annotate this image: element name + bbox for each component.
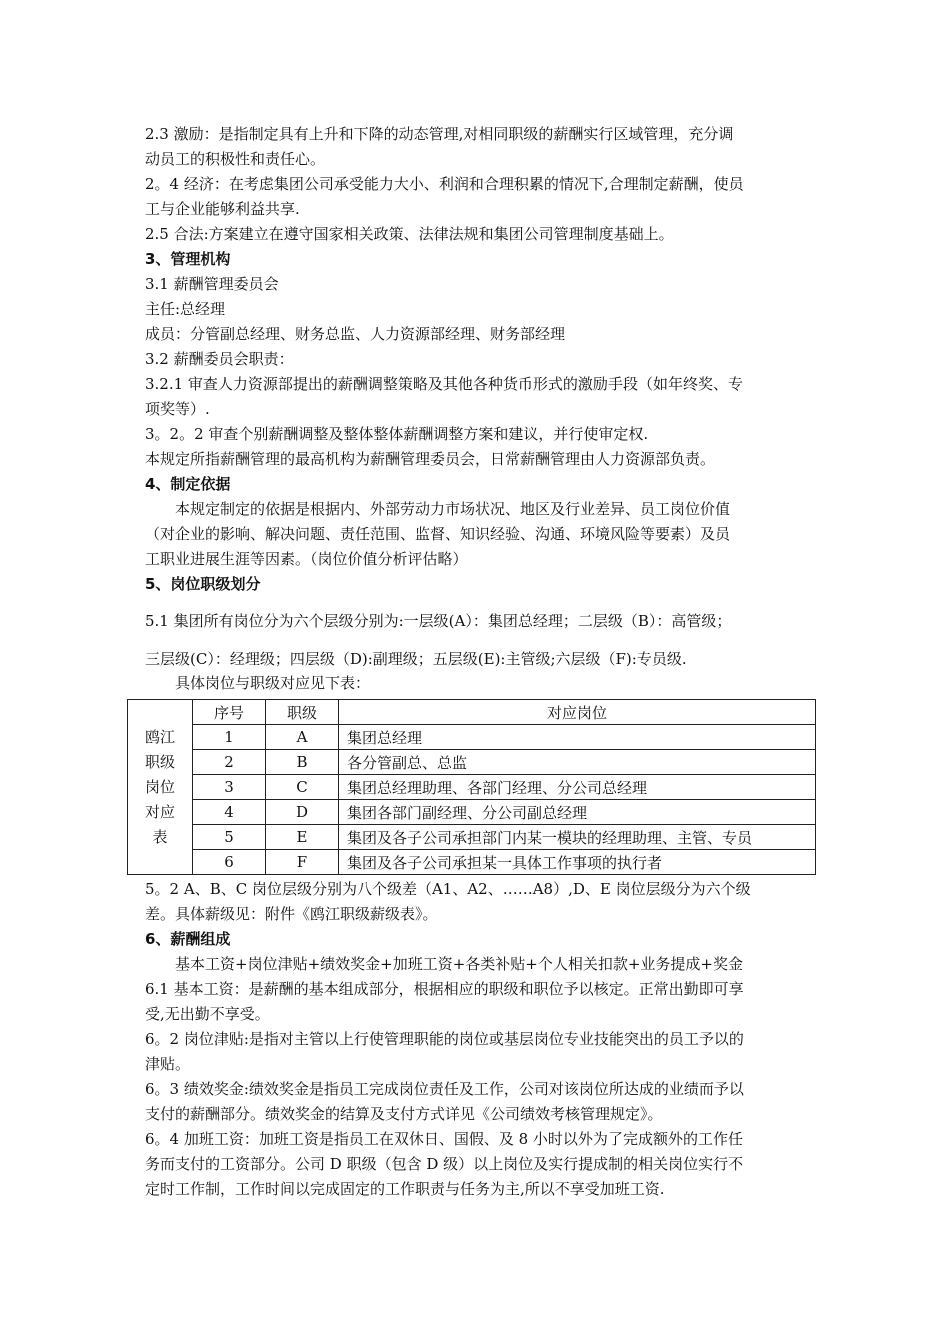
top-line: 3.2 薪酬委员会职责： — [145, 350, 294, 368]
bottom-paragraph-lines — [145, 877, 813, 1202]
side-label-3: 岗位 — [144, 777, 175, 796]
top-line: 2.5 合法:方案建立在遵守国家相关政策、法律法规和集团公司管理制度基础上。 — [145, 225, 674, 243]
top-line: 3.2.1 审查人力资源部提出的薪酬调整策略及其他各种货币形式的激励手段（如年终奖、专 — [145, 375, 743, 393]
bottom-line: 基本工资+岗位津贴+绩效奖金+加班工资+各类补贴+个人相关扣款+业务提成+奖金 — [175, 955, 743, 973]
cell-post: 各分管副总、总监 — [339, 750, 816, 775]
cell-no: 1 — [193, 725, 266, 750]
side-label-4: 对应 — [144, 802, 175, 821]
cell-no: 4 — [193, 800, 266, 825]
table-row — [128, 725, 816, 750]
top-line: 工与企业能够利益共享. — [145, 200, 300, 218]
bottom-line: 支付的薪酬部分。绩效奖金的结算及支付方式详见《公司绩效考核管理规定》。 — [145, 1105, 663, 1123]
bottom-line: 定时工作制，工作时间以完成固定的工作职责与任务为主,所以不享受加班工资. — [145, 1180, 665, 1198]
top-paragraphs — [145, 122, 813, 597]
bottom-line: 6。3 绩效奖金:绩效奖金是指员工完成岗位责任及工作，公司对该岗位所达成的业绩而予以 — [145, 1080, 744, 1098]
top-line: 3.1 薪酬管理委员会 — [145, 275, 279, 293]
cell-grade: F — [266, 850, 339, 875]
cell-grade: C — [266, 775, 339, 800]
cell-no: 2 — [193, 750, 266, 775]
bottom-line: 6。2 岗位津贴:是指对主管以上行使管理职能的岗位或基层岗位专业技能突出的员工予以的 — [145, 1030, 744, 1048]
top-line: 成员：分管副总经理、财务总监、人力资源部经理、财务部经理 — [145, 325, 566, 343]
document-body — [145, 122, 813, 694]
top-heading: 5、岗位职级划分 — [145, 575, 261, 593]
bottom-line: 务而支付的工资部分。公司 D 职级（包含 D 级）以上岗位及实行提成制的相关岗位实行不 — [145, 1155, 744, 1173]
paragraph-5-1-line-2: 三层级(C）：经理级；四层级（D):副理级；五层级(E):主管级;六层级（F):专员级. — [145, 650, 687, 668]
side-label-2: 职级 — [144, 752, 175, 771]
cell-no: 3 — [193, 775, 266, 800]
top-heading: 3、管理机构 — [145, 250, 231, 268]
cell-post: 集团及各子公司承担部门内某一模块的经理助理、主管、专员 — [339, 825, 816, 850]
grade-table-wrapper — [127, 699, 816, 875]
top-line: 项奖等）. — [145, 400, 210, 418]
grade-table — [127, 699, 816, 875]
table-side-label — [128, 700, 193, 875]
top-line: 2.3 激励：是指制定具有上升和下降的动态管理,对相同职级的薪酬实行区域管理，充分调 — [145, 125, 734, 143]
top-heading: 4、制定依据 — [145, 475, 231, 493]
bottom-line: 6.1 基本工资：是薪酬的基本组成部分，根据相应的职级和职位予以核定。正常出勤即可享 — [145, 980, 744, 998]
cell-grade: A — [266, 725, 339, 750]
bottom-line: 差。具体薪级见：附件《鸥江职级薪级表》。 — [145, 905, 438, 923]
side-label-1: 鸥江 — [144, 727, 175, 746]
header-post: 对应岗位 — [339, 700, 816, 725]
bottom-line: 津贴。 — [145, 1055, 191, 1073]
cell-post: 集团总经理 — [339, 725, 816, 750]
cell-post: 集团及各子公司承担某一具体工作事项的执行者 — [339, 850, 816, 875]
top-line: 主任:总经理 — [145, 300, 226, 318]
table-row — [128, 800, 816, 825]
table-intro: 具体岗位与职级对应见下表： — [175, 674, 371, 692]
top-line: 本规定制定的依据是根据内、外部劳动力市场状况、地区及行业差异、员工岗位价值 — [175, 500, 731, 518]
cell-no: 6 — [193, 850, 266, 875]
header-no: 序号 — [193, 700, 266, 725]
cell-post: 集团总经理助理、各部门经理、分公司总经理 — [339, 775, 816, 800]
side-label-5: 表 — [152, 827, 168, 846]
bottom-line: 6。4 加班工资：加班工资是指员工在双休日、国假、及 8 小时以外为了完成额外的工作任 — [145, 1130, 743, 1148]
table-header-row — [128, 700, 816, 725]
cell-grade: E — [266, 825, 339, 850]
top-line: （对企业的影响、解决问题、责任范围、监督、知识经验、沟通、环境风险等要素）及员 — [145, 525, 731, 543]
bottom-line: 5。2 A、B、C 岗位层级分别为八个级差（A1、A2、……A8）,D、E 岗位层级分为六个级 — [145, 880, 751, 898]
table-row — [128, 850, 816, 875]
bottom-heading: 6、薪酬组成 — [145, 930, 231, 948]
header-grade: 职级 — [266, 700, 339, 725]
top-line: 工职业进展生涯等因素。（岗位价值分析评估略） — [145, 550, 468, 568]
cell-no: 5 — [193, 825, 266, 850]
top-line: 2。4 经济：在考虑集团公司承受能力大小、利润和合理积累的情况下,合理制定薪酬，使员 — [145, 175, 744, 193]
cell-grade: D — [266, 800, 339, 825]
cell-grade: B — [266, 750, 339, 775]
top-line: 动员工的积极性和责任心。 — [145, 150, 326, 168]
paragraph-5-1-line-1: 5.1 集团所有岗位分为六个层级分别为:一层级(A）：集团总经理；二层级（B）：高管级； — [145, 612, 732, 630]
cell-post: 集团各部门副经理、分公司副总经理 — [339, 800, 816, 825]
table-row — [128, 750, 816, 775]
bottom-paragraphs — [145, 877, 813, 1202]
table-row — [128, 825, 816, 850]
top-line: 3。2。2 审查个别薪酬调整及整体整体薪酬调整方案和建议，并行使审定权. — [145, 425, 649, 443]
table-row — [128, 775, 816, 800]
top-line: 本规定所指薪酬管理的最高机构为薪酬管理委员会，日常薪酬管理由人力资源部负责。 — [145, 450, 716, 468]
bottom-line: 受,无出勤不享受。 — [145, 1005, 270, 1023]
